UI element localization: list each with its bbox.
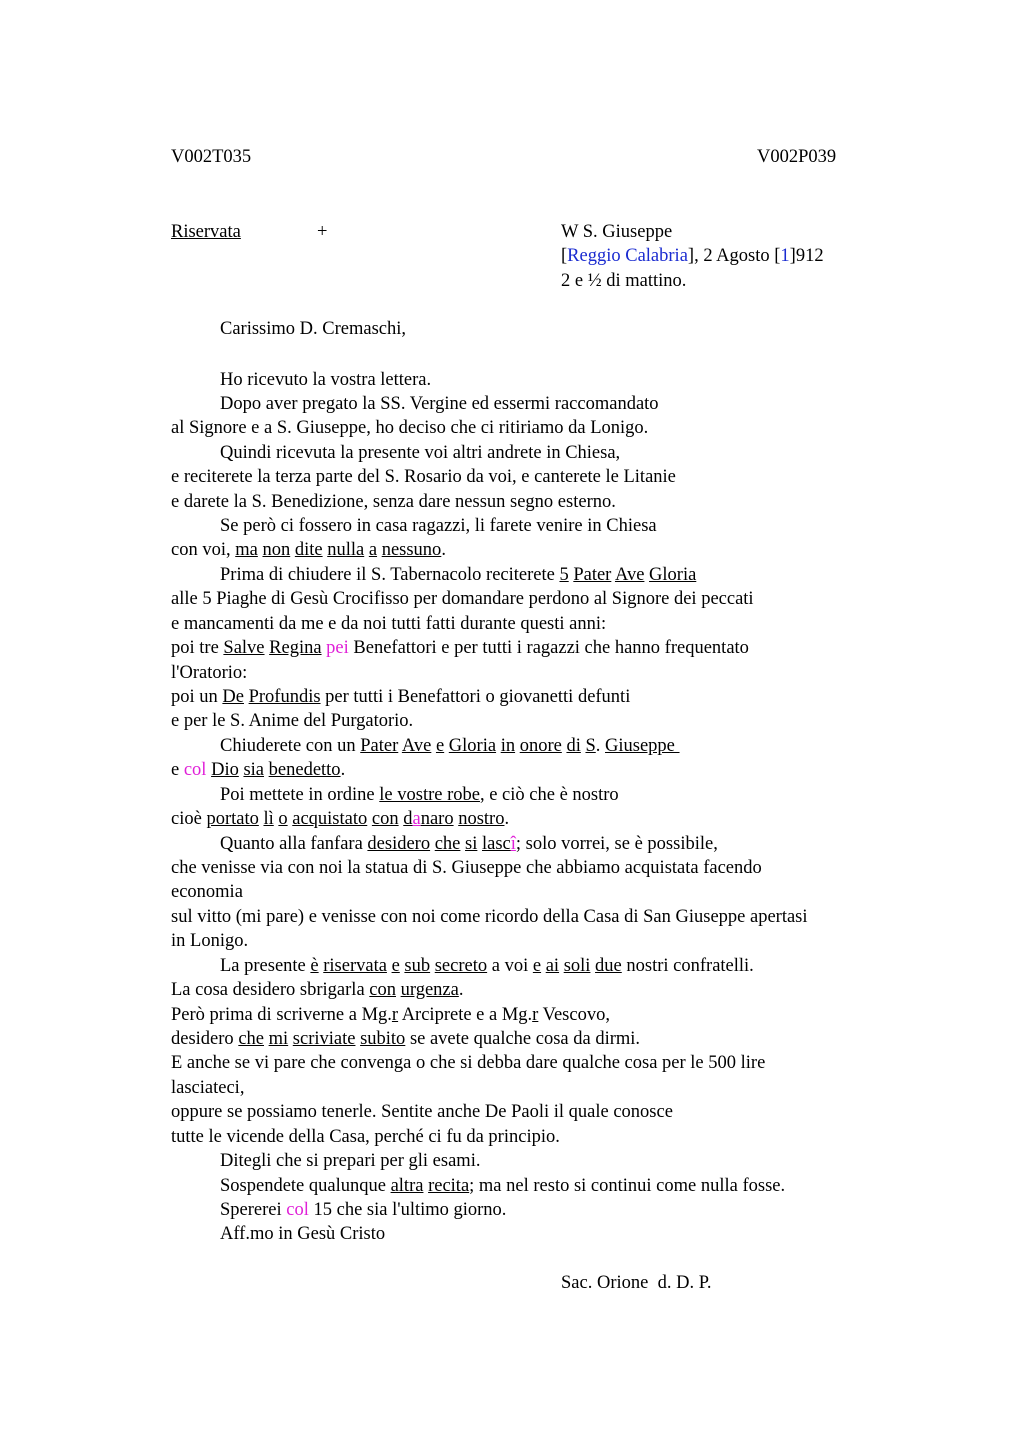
city-name: Reggio Calabria [567, 246, 688, 266]
body-line: che venisse via con noi la statua di S. Giuseppe che abbiamo acquistata facendo [171, 858, 762, 878]
body-line: l'Oratorio: [171, 663, 248, 683]
body-line: E anche se vi pare che convenga o che si debba dare qualche cosa per le 500 lire [171, 1053, 766, 1073]
body-line: Chiuderete con un Pater Ave e Gloria in onore di S. Giuseppe [220, 736, 680, 756]
body-line: Dopo aver pregato la SS. Vergine ed essermi raccomandato [220, 394, 659, 414]
body-line: e col Dio sia benedetto. [171, 760, 346, 780]
body-line: Quanto alla fanfara desidero che si lascî; solo vorrei, se è possibile, [220, 834, 718, 854]
body-line: Se però ci fossero in casa ragazzi, li farete venire in Chiesa [220, 516, 657, 536]
body-line: lasciateci, [171, 1078, 245, 1098]
body-line: Prima di chiudere il S. Tabernacolo reciterete 5 Pater Ave Gloria [220, 565, 697, 585]
body-line: al Signore e a S. Giuseppe, ho deciso che ci ritiriamo da Lonigo. [171, 418, 649, 438]
letter-date: [Reggio Calabria], 2 Agosto [1]912 [561, 246, 824, 266]
body-line: desidero che mi scriviate subito se avete qualche cosa da dirmi. [171, 1029, 641, 1049]
body-line: e per le S. Anime del Purgatorio. [171, 711, 414, 731]
body-line: cioè portato lì o acquistato con danaro nostro. [171, 809, 510, 829]
body-line: La cosa desidero sbrigarla con urgenza. [171, 980, 464, 1000]
body-line: La presente è riservata e sub secreto a voi e ai soli due nostri confratelli. [220, 956, 754, 976]
body-line: poi un De Profundis per tutti i Benefattori o giovanetti defunti [171, 687, 631, 707]
body-line: poi tre Salve Regina pei Benefattori e per tutti i ragazzi che hanno frequentato [171, 638, 749, 658]
year-digit: 1 [780, 246, 790, 266]
body-line: Sospendete qualunque altra recita; ma nel resto si continui come nulla fosse. [220, 1176, 786, 1196]
place-heading: W S. Giuseppe [561, 222, 673, 242]
body-line: e darete la S. Benedizione, senza dare nessun segno esterno. [171, 492, 616, 512]
body-line: Però prima di scriverne a Mg.r Arciprete e a Mg.r Vescovo, [171, 1005, 610, 1025]
body-line: Ho ricevuto la vostra lettera. [220, 370, 432, 390]
body-line: sul vitto (mi pare) e venisse con noi come ricordo della Casa di San Giuseppe apertasi [171, 907, 808, 927]
body-line: Ditegli che si prepari per gli esami. [220, 1151, 481, 1171]
cross-mark: + [317, 222, 328, 242]
reserved-label: Riservata [171, 222, 241, 242]
body-line: e mancamenti da me e da noi tutti fatti durante questi anni: [171, 614, 607, 634]
letter-time: 2 e ½ di mattino. [561, 271, 687, 291]
document-code-right: V002P039 [757, 147, 837, 167]
body-line: alle 5 Piaghe di Gesù Crocifisso per domandare perdono al Signore dei peccati [171, 589, 754, 609]
body-line: Spererei col 15 che sia l'ultimo giorno. [220, 1200, 507, 1220]
body-line: economia [171, 882, 243, 902]
body-line: con voi, ma non dite nulla a nessuno. [171, 540, 446, 560]
body-line: tutte le vicende della Casa, perché ci fu da principio. [171, 1127, 560, 1147]
body-line: oppure se possiamo tenerle. Sentite anche De Paoli il quale conosce [171, 1102, 673, 1122]
body-line: Quindi ricevuta la presente voi altri andrete in Chiesa, [220, 443, 621, 463]
document-code-left: V002T035 [171, 147, 252, 167]
closing-line: Aff.mo in Gesù Cristo [220, 1224, 386, 1244]
body-line: Poi mettete in ordine le vostre robe, e ciò che è nostro [220, 785, 619, 805]
signature: Sac. Orione d. D. P. [561, 1273, 712, 1293]
body-line: e reciterete la terza parte del S. Rosario da voi, e canterete le Litanie [171, 467, 676, 487]
salutation: Carissimo D. Cremaschi, [220, 319, 407, 339]
body-line: in Lonigo. [171, 931, 249, 951]
